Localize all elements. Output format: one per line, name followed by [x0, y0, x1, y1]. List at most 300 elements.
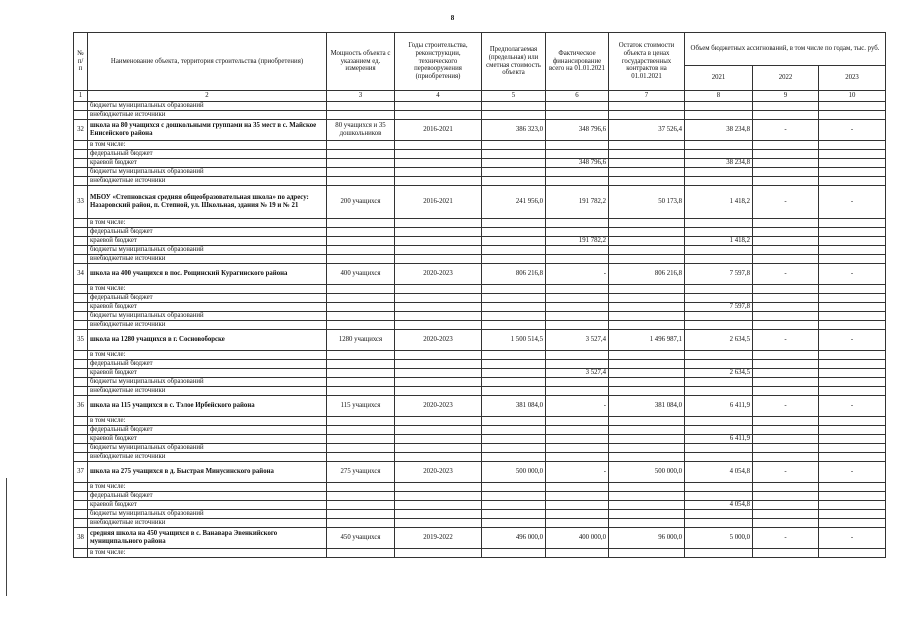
cost-cell: 806 216,8: [482, 264, 546, 285]
remaining-cost-cell: [609, 219, 685, 228]
actual-financing-cell: [546, 435, 609, 444]
capacity-cell: 200 учащихся: [327, 186, 395, 219]
years-cell: [395, 510, 482, 519]
remaining-cost-cell: [609, 321, 685, 330]
capacity-cell: 400 учащихся: [327, 264, 395, 285]
budget-2023-cell: [819, 510, 886, 519]
cost-cell: [482, 510, 546, 519]
budget-2022-cell: -: [753, 396, 819, 417]
funding-source-row: [74, 237, 886, 246]
budget-2022-cell: [753, 312, 819, 321]
budget-2022-cell: [753, 435, 819, 444]
header-cost: Предполагаемая (предельная) или сметная стоимость объекта: [482, 33, 546, 91]
remaining-cost-cell: 500 000,0: [609, 462, 685, 483]
row-number-cell: 37: [74, 462, 88, 483]
row-number-cell: [74, 294, 88, 303]
years-cell: [395, 435, 482, 444]
years-cell: [395, 177, 482, 186]
column-number: 8: [685, 91, 753, 102]
row-name-cell: внебюджетные источники: [88, 177, 327, 186]
cost-cell: [482, 321, 546, 330]
row-name-cell: внебюджетные источники: [88, 519, 327, 528]
cost-cell: [482, 378, 546, 387]
budget-2022-cell: [753, 150, 819, 159]
row-name-cell: внебюджетные источники: [88, 255, 327, 264]
funding-source-row: [74, 360, 886, 369]
row-name-cell: внебюджетные источники: [88, 453, 327, 462]
budget-2023-cell: [819, 219, 886, 228]
capacity-cell: [327, 228, 395, 237]
budget-2022-cell: [753, 417, 819, 426]
actual-financing-cell: [546, 510, 609, 519]
row-number-cell: [74, 321, 88, 330]
budget-2022-cell: [753, 519, 819, 528]
budget-2021-cell: [685, 150, 753, 159]
actual-financing-cell: [546, 501, 609, 510]
actual-financing-cell: [546, 312, 609, 321]
row-name-cell: федеральный бюджет: [88, 360, 327, 369]
row-name-cell: краевой бюджет: [88, 303, 327, 312]
remaining-cost-cell: [609, 549, 685, 558]
budget-2021-cell: 4 054,8: [685, 501, 753, 510]
budget-2022-cell: -: [753, 186, 819, 219]
remaining-cost-cell: [609, 519, 685, 528]
funding-source-row: [74, 483, 886, 492]
header-year-2023: 2023: [819, 66, 886, 91]
years-cell: [395, 483, 482, 492]
budget-2021-cell: [685, 219, 753, 228]
capacity-cell: [327, 351, 395, 360]
years-cell: [395, 387, 482, 396]
cost-cell: [482, 483, 546, 492]
cost-cell: 496 000,0: [482, 528, 546, 549]
cost-cell: [482, 492, 546, 501]
actual-financing-cell: [546, 387, 609, 396]
row-name-cell: бюджеты муниципальных образований: [88, 444, 327, 453]
cost-cell: [482, 426, 546, 435]
row-name-cell: краевой бюджет: [88, 435, 327, 444]
budget-2022-cell: [753, 351, 819, 360]
remaining-cost-cell: 37 526,4: [609, 120, 685, 141]
years-cell: [395, 378, 482, 387]
funding-source-row: [74, 519, 886, 528]
capacity-cell: [327, 177, 395, 186]
capacity-cell: [327, 168, 395, 177]
actual-financing-cell: -: [546, 462, 609, 483]
remaining-cost-cell: 806 216,8: [609, 264, 685, 285]
funding-source-row: [74, 150, 886, 159]
object-name-cell: школа на 115 учащихся в с. Тэлое Ирбейского района: [88, 396, 327, 417]
row-number-cell: [74, 102, 88, 111]
cost-cell: 1 500 514,5: [482, 330, 546, 351]
budget-2021-cell: [685, 492, 753, 501]
cost-cell: [482, 387, 546, 396]
budget-2023-cell: [819, 417, 886, 426]
budget-2022-cell: [753, 360, 819, 369]
row-number-cell: [74, 168, 88, 177]
row-number-cell: [74, 177, 88, 186]
remaining-cost-cell: [609, 417, 685, 426]
cost-cell: [482, 351, 546, 360]
budget-2021-cell: [685, 444, 753, 453]
years-cell: [395, 219, 482, 228]
budget-2021-cell: 1 418,2: [685, 186, 753, 219]
cost-cell: [482, 501, 546, 510]
actual-financing-cell: 191 782,2: [546, 186, 609, 219]
row-number-cell: [74, 303, 88, 312]
actual-financing-cell: [546, 102, 609, 111]
capacity-cell: [327, 150, 395, 159]
years-cell: [395, 294, 482, 303]
budget-2023-cell: -: [819, 264, 886, 285]
budget-2021-cell: [685, 285, 753, 294]
budget-2023-cell: [819, 453, 886, 462]
years-cell: [395, 369, 482, 378]
row-number-cell: 34: [74, 264, 88, 285]
actual-financing-cell: 348 796,6: [546, 120, 609, 141]
budget-2022-cell: [753, 111, 819, 120]
budget-2023-cell: [819, 321, 886, 330]
row-name-cell: внебюджетные источники: [88, 111, 327, 120]
capacity-cell: [327, 303, 395, 312]
row-number-cell: [74, 228, 88, 237]
cost-cell: [482, 219, 546, 228]
row-name-cell: в том числе:: [88, 549, 327, 558]
remaining-cost-cell: [609, 453, 685, 462]
funding-source-row: [74, 294, 886, 303]
header-capacity: Мощность объекта с указанием ед. измерения: [327, 33, 395, 91]
remaining-cost-cell: [609, 510, 685, 519]
row-name-cell: внебюджетные источники: [88, 387, 327, 396]
budget-2023-cell: [819, 483, 886, 492]
object-name-cell: средняя школа на 450 учащихся в с. Ванавара Эвенкийского муниципального района: [88, 528, 327, 549]
actual-financing-cell: [546, 177, 609, 186]
budget-2022-cell: [753, 444, 819, 453]
header-years: Годы строительства, реконструкции, технического перевооружения (приобретения): [395, 33, 482, 91]
budget-2023-cell: [819, 378, 886, 387]
capacity-cell: 115 учащихся: [327, 396, 395, 417]
row-name-cell: федеральный бюджет: [88, 492, 327, 501]
cost-cell: [482, 369, 546, 378]
column-number: 9: [753, 91, 819, 102]
budget-2023-cell: [819, 549, 886, 558]
budget-2023-cell: [819, 426, 886, 435]
budget-2022-cell: -: [753, 330, 819, 351]
actual-financing-cell: -: [546, 396, 609, 417]
budget-2021-cell: [685, 453, 753, 462]
row-number-cell: [74, 444, 88, 453]
object-name-cell: школа на 400 учащихся в пос. Рощинский Курагинского района: [88, 264, 327, 285]
header-budget: Объем бюджетных ассигнований, в том числе по годам, тыс. руб.: [685, 33, 886, 66]
actual-financing-cell: -: [546, 264, 609, 285]
column-number: 3: [327, 91, 395, 102]
header-year-2021: 2021: [685, 66, 753, 91]
funding-source-row: [74, 387, 886, 396]
budget-2022-cell: [753, 237, 819, 246]
funding-source-row: [74, 111, 886, 120]
capacity-cell: [327, 219, 395, 228]
row-name-cell: в том числе:: [88, 417, 327, 426]
remaining-cost-cell: [609, 294, 685, 303]
years-cell: [395, 417, 482, 426]
remaining-cost-cell: 1 496 987,1: [609, 330, 685, 351]
row-number-cell: [74, 141, 88, 150]
budget-2021-cell: [685, 417, 753, 426]
capacity-cell: [327, 255, 395, 264]
budget-2023-cell: [819, 246, 886, 255]
page-number: 8: [450, 14, 455, 22]
budget-2021-cell: [685, 246, 753, 255]
cost-cell: [482, 294, 546, 303]
row-name-cell: бюджеты муниципальных образований: [88, 246, 327, 255]
row-number-cell: [74, 549, 88, 558]
funding-source-row: [74, 549, 886, 558]
budget-2021-cell: [685, 321, 753, 330]
remaining-cost-cell: [609, 285, 685, 294]
remaining-cost-cell: [609, 444, 685, 453]
row-name-cell: внебюджетные источники: [88, 321, 327, 330]
capacity-cell: [327, 237, 395, 246]
budget-2022-cell: [753, 501, 819, 510]
years-cell: 2020-2023: [395, 396, 482, 417]
row-number-cell: [74, 492, 88, 501]
row-number-cell: [74, 150, 88, 159]
column-number: 1: [74, 91, 88, 102]
budget-2023-cell: [819, 435, 886, 444]
object-name-cell: школа на 1280 учащихся в г. Сосновоборске: [88, 330, 327, 351]
row-number-cell: 32: [74, 120, 88, 141]
budget-2022-cell: [753, 510, 819, 519]
header-actual-financing: Фактическое финансирование всего на 01.01.2021: [546, 33, 609, 91]
actual-financing-cell: [546, 285, 609, 294]
budget-2021-cell: [685, 255, 753, 264]
budget-2022-cell: -: [753, 264, 819, 285]
capacity-cell: [327, 312, 395, 321]
row-name-cell: краевой бюджет: [88, 369, 327, 378]
row-name-cell: краевой бюджет: [88, 159, 327, 168]
row-number-cell: [74, 351, 88, 360]
funding-source-row: [74, 168, 886, 177]
budget-2021-cell: [685, 294, 753, 303]
funding-source-row: [74, 177, 886, 186]
remaining-cost-cell: [609, 303, 685, 312]
budget-2023-cell: [819, 228, 886, 237]
actual-financing-cell: [546, 219, 609, 228]
capacity-cell: [327, 360, 395, 369]
row-number-cell: [74, 387, 88, 396]
budget-2022-cell: [753, 255, 819, 264]
cost-cell: [482, 285, 546, 294]
funding-source-row: [74, 159, 886, 168]
budget-2021-cell: [685, 483, 753, 492]
row-number-cell: [74, 510, 88, 519]
actual-financing-cell: [546, 453, 609, 462]
cost-cell: [482, 312, 546, 321]
funding-source-row: [74, 444, 886, 453]
row-number-cell: [74, 519, 88, 528]
budget-2023-cell: [819, 387, 886, 396]
years-cell: [395, 351, 482, 360]
capacity-cell: [327, 294, 395, 303]
capacity-cell: [327, 435, 395, 444]
remaining-cost-cell: [609, 426, 685, 435]
remaining-cost-cell: [609, 360, 685, 369]
row-name-cell: бюджеты муниципальных образований: [88, 102, 327, 111]
actual-financing-cell: 3 527,4: [546, 369, 609, 378]
years-cell: [395, 285, 482, 294]
cost-cell: 386 323,0: [482, 120, 546, 141]
budget-2021-cell: 4 054,8: [685, 462, 753, 483]
row-number-cell: 35: [74, 330, 88, 351]
row-number-cell: [74, 426, 88, 435]
cost-cell: [482, 303, 546, 312]
remaining-cost-cell: [609, 378, 685, 387]
cost-cell: [482, 519, 546, 528]
column-number: 6: [546, 91, 609, 102]
cost-cell: [482, 246, 546, 255]
funding-source-row: [74, 417, 886, 426]
funding-source-row: [74, 303, 886, 312]
budget-2023-cell: -: [819, 120, 886, 141]
budget-2023-cell: [819, 501, 886, 510]
budget-2023-cell: [819, 444, 886, 453]
cost-cell: 500 000,0: [482, 462, 546, 483]
row-name-cell: федеральный бюджет: [88, 294, 327, 303]
row-number-cell: [74, 285, 88, 294]
actual-financing-cell: [546, 150, 609, 159]
capacity-cell: [327, 102, 395, 111]
row-name-cell: федеральный бюджет: [88, 150, 327, 159]
actual-financing-cell: [546, 351, 609, 360]
cost-cell: 381 084,0: [482, 396, 546, 417]
budget-2023-cell: -: [819, 186, 886, 219]
column-number-row: [74, 91, 886, 102]
row-name-cell: краевой бюджет: [88, 237, 327, 246]
budget-2023-cell: [819, 312, 886, 321]
cost-cell: [482, 417, 546, 426]
years-cell: 2016-2021: [395, 186, 482, 219]
budget-2023-cell: [819, 177, 886, 186]
budget-2021-cell: [685, 141, 753, 150]
actual-financing-cell: 191 782,2: [546, 237, 609, 246]
remaining-cost-cell: [609, 369, 685, 378]
budget-2021-cell: [685, 312, 753, 321]
actual-financing-cell: [546, 378, 609, 387]
cost-cell: [482, 111, 546, 120]
budget-2022-cell: [753, 102, 819, 111]
row-number-cell: [74, 312, 88, 321]
row-name-cell: бюджеты муниципальных образований: [88, 168, 327, 177]
row-number-cell: [74, 159, 88, 168]
remaining-cost-cell: [609, 102, 685, 111]
actual-financing-cell: [546, 426, 609, 435]
capacity-cell: 1280 учащихся: [327, 330, 395, 351]
years-cell: [395, 246, 482, 255]
object-row: [74, 330, 886, 351]
header-remaining-cost: Остаток стоимости объекта в ценах государственных контрактов на 01.01.2021: [609, 33, 685, 91]
row-number-cell: [74, 369, 88, 378]
funding-source-row: [74, 426, 886, 435]
budget-2022-cell: [753, 294, 819, 303]
capacity-cell: 275 учащихся: [327, 462, 395, 483]
years-cell: 2020-2023: [395, 462, 482, 483]
years-cell: [395, 549, 482, 558]
capacity-cell: [327, 159, 395, 168]
years-cell: [395, 360, 482, 369]
budget-2021-cell: 7 597,8: [685, 264, 753, 285]
capacity-cell: [327, 321, 395, 330]
row-name-cell: бюджеты муниципальных образований: [88, 510, 327, 519]
remaining-cost-cell: [609, 492, 685, 501]
budget-2023-cell: [819, 111, 886, 120]
budget-2022-cell: [753, 141, 819, 150]
remaining-cost-cell: [609, 387, 685, 396]
years-cell: [395, 159, 482, 168]
budget-2023-cell: [819, 255, 886, 264]
years-cell: [395, 255, 482, 264]
budget-2023-cell: [819, 369, 886, 378]
remaining-cost-cell: [609, 483, 685, 492]
years-cell: [395, 168, 482, 177]
capacity-cell: 450 учащихся: [327, 528, 395, 549]
funding-source-row: [74, 285, 886, 294]
funding-source-row: [74, 312, 886, 321]
funding-source-row: [74, 351, 886, 360]
budget-2022-cell: [753, 483, 819, 492]
actual-financing-cell: [546, 255, 609, 264]
capacity-cell: [327, 519, 395, 528]
remaining-cost-cell: [609, 111, 685, 120]
cost-cell: [482, 237, 546, 246]
funding-source-row: [74, 369, 886, 378]
budget-2023-cell: [819, 519, 886, 528]
capacity-cell: [327, 285, 395, 294]
budget-2021-cell: [685, 351, 753, 360]
budget-2022-cell: [753, 378, 819, 387]
row-number-cell: [74, 378, 88, 387]
years-cell: 2019-2022: [395, 528, 482, 549]
budget-2023-cell: [819, 141, 886, 150]
remaining-cost-cell: [609, 150, 685, 159]
remaining-cost-cell: [609, 177, 685, 186]
years-cell: [395, 492, 482, 501]
remaining-cost-cell: 50 173,8: [609, 186, 685, 219]
capacity-cell: [327, 111, 395, 120]
row-number-cell: 36: [74, 396, 88, 417]
budget-2022-cell: [753, 219, 819, 228]
row-number-cell: [74, 237, 88, 246]
budget-2022-cell: [753, 426, 819, 435]
budget-2021-cell: 6 411,9: [685, 435, 753, 444]
actual-financing-cell: 400 000,0: [546, 528, 609, 549]
cost-cell: [482, 435, 546, 444]
budget-2021-cell: [685, 168, 753, 177]
years-cell: [395, 321, 482, 330]
row-name-cell: в том числе:: [88, 483, 327, 492]
row-name-cell: федеральный бюджет: [88, 228, 327, 237]
budget-2022-cell: [753, 303, 819, 312]
years-cell: [395, 426, 482, 435]
capacity-cell: [327, 444, 395, 453]
header-no: № п/п: [74, 33, 88, 91]
object-name-cell: МБОУ «Степновская средняя общеобразовательная школа» по адресу: Назаровский район, п. Степной, ул. Школьная, здания № 19 и № 21: [88, 186, 327, 219]
budget-2023-cell: [819, 351, 886, 360]
budget-2022-cell: [753, 246, 819, 255]
budget-2023-cell: [819, 168, 886, 177]
budget-2023-cell: [819, 360, 886, 369]
cost-cell: [482, 168, 546, 177]
funding-source-row: [74, 102, 886, 111]
